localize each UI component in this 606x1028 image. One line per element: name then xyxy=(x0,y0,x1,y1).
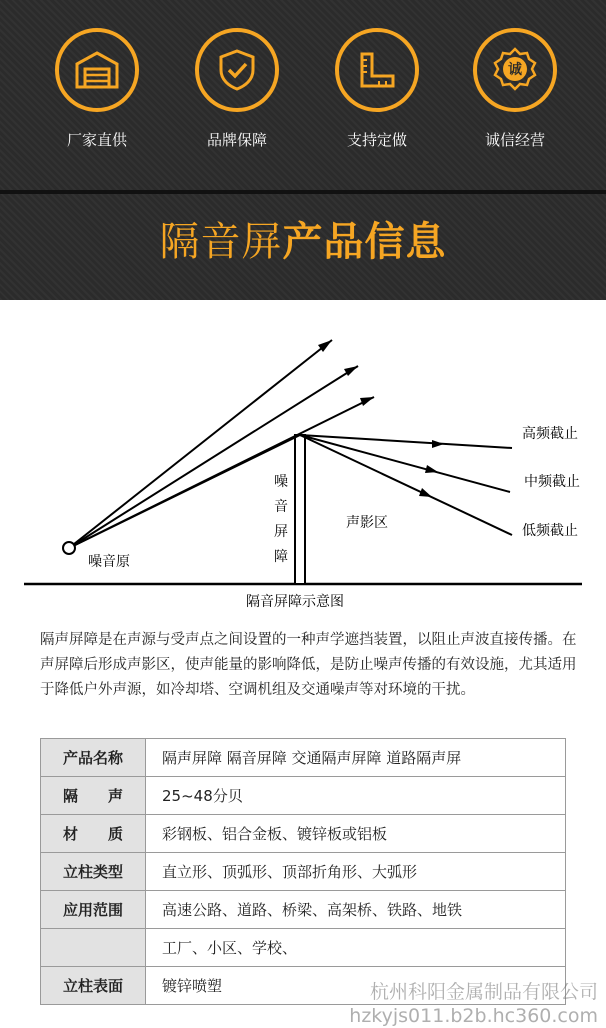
spec-table xyxy=(40,738,566,1005)
spec-value: 25~48分贝 xyxy=(146,777,566,815)
barrier-diagram xyxy=(0,320,606,620)
feature-label: 品牌保障 xyxy=(206,131,267,149)
spec-key: 应用范围 xyxy=(41,891,146,929)
feature-integrity xyxy=(460,28,570,150)
barrier-label-1: 噪 xyxy=(274,474,288,490)
spec-value: 隔声屏障 隔音屏障 交通隔声屏障 道路隔声屏 xyxy=(146,739,566,777)
page-title xyxy=(0,210,606,267)
seal-text: 诚 xyxy=(508,62,522,78)
feature-label: 厂家直供 xyxy=(66,131,127,149)
factory-icon xyxy=(75,50,119,90)
table-row xyxy=(41,853,566,891)
feature-label: 诚信经营 xyxy=(484,131,545,149)
spec-key: 产品名称 xyxy=(41,739,146,777)
banner-divider xyxy=(0,190,606,194)
spec-value: 镀锌喷塑 xyxy=(146,967,566,1005)
noise-source-icon xyxy=(63,542,75,554)
cutoff-low-label: 低频截止 xyxy=(522,523,578,539)
feature-label: 支持定做 xyxy=(346,131,407,149)
table-row xyxy=(41,777,566,815)
watermark-site: hzkyjs011.b2b.hc360.com xyxy=(349,1005,598,1027)
title-light: 隔音屏 xyxy=(159,219,283,265)
feature-custom xyxy=(322,28,432,150)
feature-factory xyxy=(42,28,152,150)
spec-value: 高速公路、道路、桥梁、高架桥、铁路、地铁 xyxy=(146,891,566,929)
cutoff-mid-label: 中频截止 xyxy=(524,474,580,490)
table-row xyxy=(41,891,566,929)
spec-key xyxy=(41,929,146,967)
intro-paragraph: 隔声屏障是在声源与受声点之间设置的一种声学遮挡装置，以阻止声波直接传播。在声屏障后形成声影区，使声能量的影响降低，是防止噪声传播的有效设施，尤其适用于降低户外声源，如冷却塔、空调机组及交通噪声等对环境的干扰。 xyxy=(40,632,577,698)
feature-factory-circle xyxy=(55,28,139,112)
feature-integrity-circle xyxy=(473,28,557,112)
barrier-label-2: 音 xyxy=(274,499,288,515)
spec-key: 立柱类型 xyxy=(41,853,146,891)
spec-value: 直立形、顶弧形、顶部折角形、大弧形 xyxy=(146,853,566,891)
table-row xyxy=(41,739,566,777)
diagram-caption: 隔音屏障示意图 xyxy=(246,594,344,610)
barrier-label-4: 障 xyxy=(274,549,288,565)
spec-key: 材 质 xyxy=(41,815,146,853)
source-label: 噪音原 xyxy=(88,554,130,570)
feature-brand xyxy=(182,28,292,150)
spec-value: 工厂、小区、学校、 xyxy=(146,929,566,967)
feature-custom-circle xyxy=(335,28,419,112)
table-row xyxy=(41,929,566,967)
barrier-label-3: 屏 xyxy=(274,524,288,540)
watermark xyxy=(349,980,598,1028)
feature-banner xyxy=(0,0,606,300)
watermark-company: 杭州科阳金属制品有限公司 xyxy=(369,981,598,1003)
table-row xyxy=(41,815,566,853)
spec-key: 隔 声 xyxy=(41,777,146,815)
title-bold: 产品信息 xyxy=(282,219,447,265)
shield-check-icon xyxy=(217,48,257,92)
feature-brand-circle xyxy=(195,28,279,112)
spec-key: 立柱表面 xyxy=(41,967,146,1005)
cutoff-high-label: 高频截止 xyxy=(522,426,578,442)
shadow-zone-label: 声影区 xyxy=(346,515,388,531)
integrity-seal-icon xyxy=(492,47,538,93)
ruler-icon xyxy=(357,50,397,90)
spec-value: 彩钢板、铝合金板、镀锌板或铝板 xyxy=(146,815,566,853)
